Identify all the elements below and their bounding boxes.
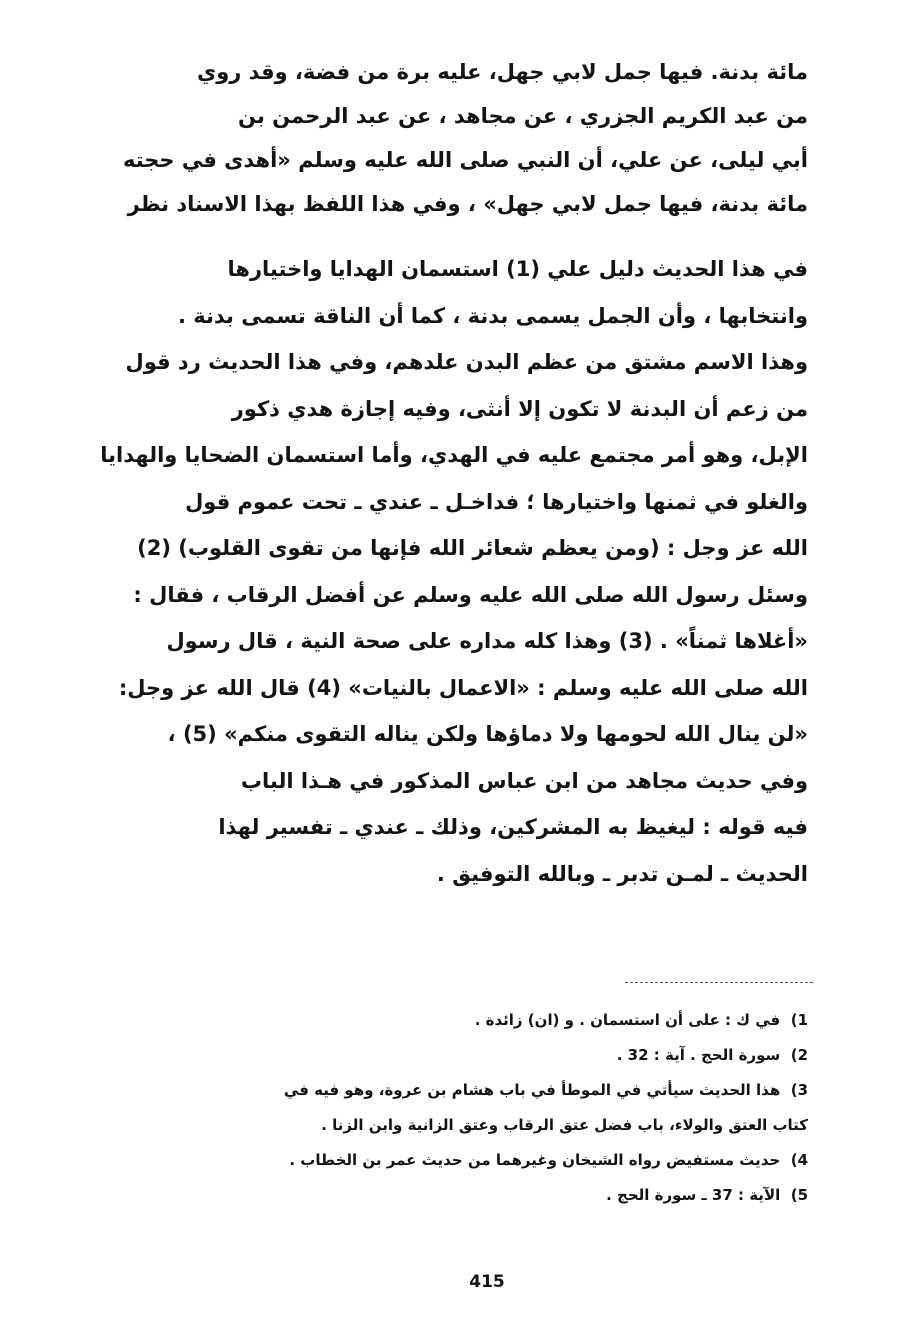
intro-paragraph xyxy=(122,50,808,226)
footnote-text: في ك : على أن استسمان . و (ان) زائدة . xyxy=(474,1011,781,1029)
footnote-number: 3) xyxy=(790,1081,808,1099)
footnote-number: 5) xyxy=(790,1186,808,1204)
text-line: وهذا الاسم مشتق من عظم البدن علدهم، وفي هذا الحديث رد قول xyxy=(125,350,808,374)
text-line: في هذا الحديث دليل علي (1) استسمان الهدايا واختيارها xyxy=(227,257,808,281)
footnote-3-continued: كتاب العتق والولاء، باب فضل عتق الرقاب وعتق الزانية وابن الزنا . xyxy=(321,1116,808,1134)
footnote-2 xyxy=(168,1038,808,1073)
footnote-number: 1) xyxy=(790,1011,808,1029)
footnote-3 xyxy=(168,1073,808,1108)
footnotes xyxy=(168,1003,808,1213)
text-line: وسئل رسول الله صلى الله عليه وسلم عن أفضل الرقاب ، فقال : xyxy=(133,582,808,607)
text-line: وانتخابها ، وأن الجمل يسمى بدنة ، كما أن الناقة تسمى بدنة . xyxy=(178,303,808,328)
footnote-divider xyxy=(625,982,813,983)
text-line: من زعم أن البدنة لا تكون إلا أنثى، وفيه إجازة هدي ذكور xyxy=(231,396,808,421)
text-line: مائة بدنة. فيها جمل لابي جهل، عليه برة من فضة، وقد روي xyxy=(196,60,808,84)
page-number: 415 xyxy=(469,1272,505,1292)
footnote-1 xyxy=(168,1003,808,1038)
text-line: وفي حديث مجاهد من ابن عباس المذكور في هـذا الباب xyxy=(240,768,808,793)
text-line: «أغلاها ثمناً» . (3) وهذا كله مداره على صحة النية ، قال رسول xyxy=(166,629,808,653)
text-line: الحديث ـ لمـن تدبر ـ وبالله التوفيق . xyxy=(436,861,808,886)
text-line: والغلو في ثمنها واختيارها ؛ فداخـل ـ عندي ـ تحت عموم قول xyxy=(185,489,808,514)
text-line: الإبل، وهو أمر مجتمع عليه في الهدي، وأما استسمان الضحايا والهدايا xyxy=(100,443,808,467)
footnote-number: 2) xyxy=(790,1046,808,1064)
main-paragraph xyxy=(100,246,808,897)
text-line: الله عز وجل : (ومن يعظم شعائر الله فإنها من تقوى القلوب) (2) xyxy=(137,536,808,560)
footnote-text: حديث مستفيض رواه الشيخان وغيرهما من حديث عمر بن الخطاب . xyxy=(289,1151,781,1169)
text-line: فيه قوله : ليغيظ به المشركين، وذلك ـ عندي ـ تفسير لهذا xyxy=(218,815,808,839)
footnote-5 xyxy=(168,1178,808,1213)
footnote-text: الآية : 37 ـ سورة الحج . xyxy=(606,1186,781,1204)
text-line: الله صلى الله عليه وسلم : «الاعمال بالنيات» (4) قال الله عز وجل: xyxy=(118,675,808,700)
footnote-4 xyxy=(168,1143,808,1178)
text-line: من عبد الكريم الجزري ، عن مجاهد ، عن عبد الرحمن بن xyxy=(238,104,808,128)
footnote-number: 4) xyxy=(790,1151,808,1169)
text-line: مائة بدنة، فيها جمل لابي جهل» ، وفي هذا اللفظ بهذا الاسناد نظر xyxy=(127,192,808,216)
text-line: أبي ليلى، عن علي، أن النبي صلى الله عليه وسلم «أهدى في حجته xyxy=(122,148,808,172)
footnote-text: هذا الحديث سيأتي في الموطأ في باب هشام بن عروة، وهو فيه في xyxy=(283,1081,781,1099)
text-line: «لن ينال الله لحومها ولا دماؤها ولكن يناله التقوى منكم» (5) ، xyxy=(167,722,808,746)
footnote-text: سورة الحج . آية : 32 . xyxy=(616,1046,781,1064)
